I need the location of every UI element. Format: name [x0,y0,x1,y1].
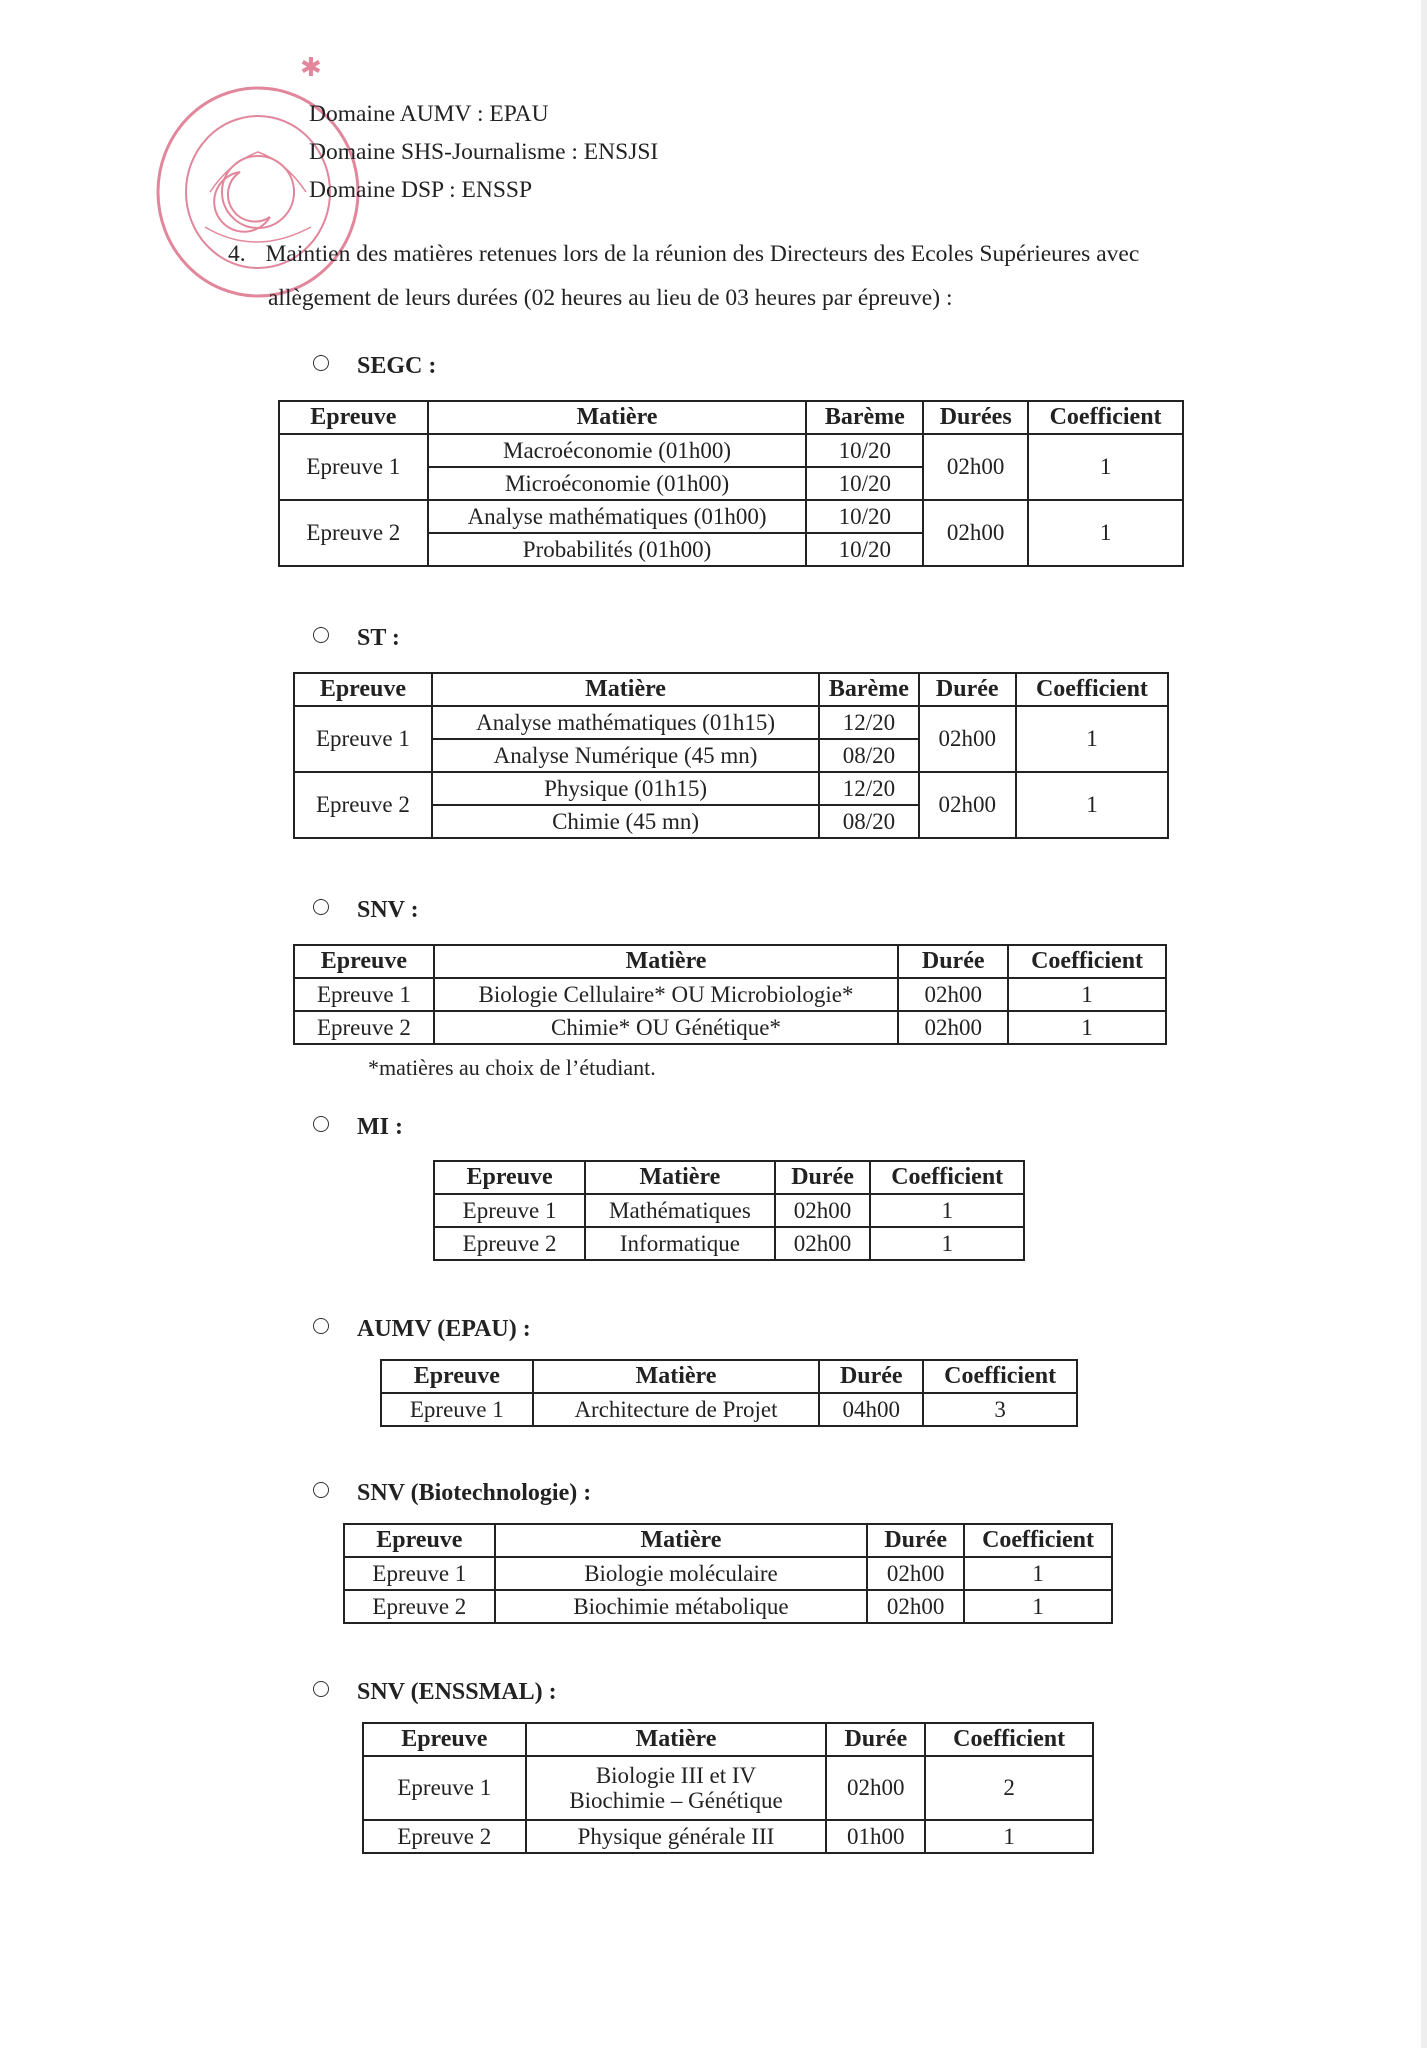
cell-duree: 02h00 [867,1557,964,1590]
cell-coefficient: 1 [870,1227,1024,1260]
cell-matiere: Biologie Cellulaire* OU Microbiologie* [434,978,898,1011]
table-header-row [363,1723,1093,1756]
cell-epreuve: Epreuve 1 [434,1194,585,1227]
header-matiere: Matière [533,1360,820,1393]
cell-duree: 02h00 [919,706,1016,772]
cell-duree: 04h00 [819,1393,923,1426]
cell-coefficient: 1 [964,1557,1112,1590]
header-coefficient: Coefficient [1008,945,1166,978]
section-title: AUMV (EPAU) : [357,1316,531,1342]
section-title: MI : [357,1114,403,1140]
table-snv [293,944,1167,1045]
cell-coefficient: 1 [1008,1011,1166,1044]
header-coefficient: Coefficient [870,1161,1024,1194]
header-duree: Durée [775,1161,871,1194]
cell-duree: 02h00 [775,1227,871,1260]
matiere-line-1: Biologie III et IV [595,1762,757,1788]
cell-bareme: 12/20 [819,706,918,739]
header-duree: Durée [867,1524,964,1557]
header-bareme: Barème [806,401,923,434]
cell-coefficient: 1 [1028,500,1183,566]
cell-bareme: 08/20 [819,739,918,772]
cell-epreuve: Epreuve 2 [434,1227,585,1260]
cell-coefficient: 2 [925,1756,1093,1820]
cell-matiere: Biochimie métabolique [495,1590,868,1623]
cell-bareme: 10/20 [806,434,923,467]
bullet-icon [313,1482,329,1498]
table-header-row [344,1524,1112,1557]
cell-bareme: 10/20 [806,467,923,500]
table-mi [433,1160,1025,1261]
section-snv-biotechnologie [313,1480,591,1507]
header-coefficient: Coefficient [964,1524,1112,1557]
header-epreuve: Epreuve [279,401,428,434]
cell-duree: 02h00 [923,500,1028,566]
section-mi [313,1114,403,1141]
scan-edge [1421,0,1427,2048]
section-title: SNV (Biotechnologie) : [357,1480,592,1506]
cell-duree: 01h00 [826,1820,925,1853]
section-snv [313,897,419,924]
cell-epreuve: Epreuve 1 [363,1756,526,1820]
domain-line-aumv: Domaine AUMV : EPAU [309,101,549,127]
cell-duree: 02h00 [923,434,1028,500]
header-epreuve: Epreuve [294,945,434,978]
header-coefficient: Coefficient [1028,401,1183,434]
table-row [363,1756,1093,1820]
header-duree: Durées [923,401,1028,434]
cell-epreuve: Epreuve 2 [279,500,428,566]
domain-line-shs: Domaine SHS-Journalisme : ENSJSI [309,139,659,165]
cell-matiere: Physique (01h15) [432,772,819,805]
header-epreuve: Epreuve [344,1524,495,1557]
cell-epreuve: Epreuve 2 [344,1590,495,1623]
cell-epreuve: Epreuve 1 [294,706,432,772]
table-row [344,1590,1112,1623]
cell-epreuve: Epreuve 2 [363,1820,526,1853]
point-number: 4. [228,241,246,267]
cell-matiere: Probabilités (01h00) [428,533,807,566]
table-header-row [279,401,1183,434]
header-duree: Durée [919,673,1016,706]
section-title: SEGC : [357,353,437,379]
cell-matiere: Analyse mathématiques (01h15) [432,706,819,739]
table-snv-biotechnologie [343,1523,1113,1624]
point-text-1: Maintien des matières retenues lors de la réunion des Directeurs des Ecoles Supérieures avec [265,241,1140,267]
bullet-icon [313,1681,329,1697]
table-row [344,1557,1112,1590]
bullet-icon [313,1116,329,1132]
cell-coefficient: 1 [870,1194,1024,1227]
cell-matiere: Physique générale III [526,1820,827,1853]
table-header-row [381,1360,1077,1393]
cell-coefficient: 1 [1008,978,1166,1011]
header-coefficient: Coefficient [923,1360,1077,1393]
cell-epreuve: Epreuve 1 [294,978,434,1011]
bullet-icon [313,627,329,643]
cell-coefficient: 1 [1016,772,1168,838]
matiere-line-2: Biochimie – Génétique [569,1788,783,1813]
table-segc [278,400,1184,567]
point-4-line-1 [228,241,1139,268]
table-row [363,1820,1093,1853]
cell-duree: 02h00 [898,1011,1008,1044]
cell-duree: 02h00 [867,1590,964,1623]
cell-epreuve: Epreuve 1 [381,1393,533,1426]
header-matiere: Matière [432,673,819,706]
cell-coefficient: 1 [1016,706,1168,772]
cell-matiere: Analyse Numérique (45 mn) [432,739,819,772]
cell-matiere: Analyse mathématiques (01h00) [428,500,807,533]
table-row [294,1011,1166,1044]
cell-coefficient: 1 [964,1590,1112,1623]
cell-bareme: 10/20 [806,500,923,533]
cell-duree: 02h00 [898,978,1008,1011]
cell-matiere: Microéconomie (01h00) [428,467,807,500]
bullet-icon [313,899,329,915]
bullet-icon [313,355,329,371]
cell-bareme: 08/20 [819,805,918,838]
table-header-row [294,945,1166,978]
cell-epreuve: Epreuve 1 [344,1557,495,1590]
cell-matiere: Architecture de Projet [533,1393,820,1426]
bullet-icon [313,1318,329,1334]
cell-duree: 02h00 [775,1194,871,1227]
table-row [434,1194,1024,1227]
cell-matiere: Biologie moléculaire [495,1557,868,1590]
cell-epreuve: Epreuve 2 [294,772,432,838]
header-matiere: Matière [495,1524,868,1557]
section-title: ST : [357,625,400,651]
cell-coefficient: 3 [923,1393,1077,1426]
cell-duree: 02h00 [919,772,1016,838]
snv-footnote: *matières au choix de l’étudiant. [368,1055,656,1080]
table-row [279,500,1183,533]
section-segc [313,353,436,380]
header-matiere: Matière [434,945,898,978]
cell-coefficient: 1 [925,1820,1093,1853]
header-duree: Durée [826,1723,925,1756]
header-epreuve: Epreuve [363,1723,526,1756]
header-epreuve: Epreuve [434,1161,585,1194]
table-row [279,434,1183,467]
cell-bareme: 10/20 [806,533,923,566]
table-st [293,672,1169,839]
header-duree: Durée [898,945,1008,978]
cell-duree: 02h00 [826,1756,925,1820]
table-row [294,772,1168,805]
cell-bareme: 12/20 [819,772,918,805]
header-bareme: Barème [819,673,918,706]
section-aumv [313,1316,531,1343]
section-title: SNV : [357,897,419,923]
domain-line-dsp: Domaine DSP : ENSSP [309,177,533,203]
table-header-row [434,1161,1024,1194]
table-row [294,978,1166,1011]
header-duree: Durée [819,1360,923,1393]
table-row [381,1393,1077,1426]
svg-text:✱: ✱ [300,53,322,83]
cell-matiere: Macroéconomie (01h00) [428,434,807,467]
header-epreuve: Epreuve [381,1360,533,1393]
point-text-2: allègement de leurs durées (02 heures au lieu de 03 heures par épreuve) : [268,285,953,311]
cell-epreuve: Epreuve 2 [294,1011,434,1044]
header-matiere: Matière [526,1723,827,1756]
header-matiere: Matière [428,401,807,434]
cell-matiere: Chimie (45 mn) [432,805,819,838]
header-coefficient: Coefficient [1016,673,1168,706]
cell-coefficient: 1 [1028,434,1183,500]
cell-matiere: Chimie* OU Génétique* [434,1011,898,1044]
header-epreuve: Epreuve [294,673,432,706]
section-snv-enssmal [313,1679,557,1706]
cell-matiere [526,1756,827,1820]
table-aumv [380,1359,1078,1427]
table-row [434,1227,1024,1260]
header-coefficient: Coefficient [925,1723,1093,1756]
table-header-row [294,673,1168,706]
table-row [294,706,1168,739]
header-matiere: Matière [585,1161,774,1194]
cell-matiere: Informatique [585,1227,774,1260]
section-st [313,625,400,652]
cell-matiere: Mathématiques [585,1194,774,1227]
section-title: SNV (ENSSMAL) : [357,1679,557,1705]
cell-epreuve: Epreuve 1 [279,434,428,500]
table-snv-enssmal [362,1722,1094,1854]
